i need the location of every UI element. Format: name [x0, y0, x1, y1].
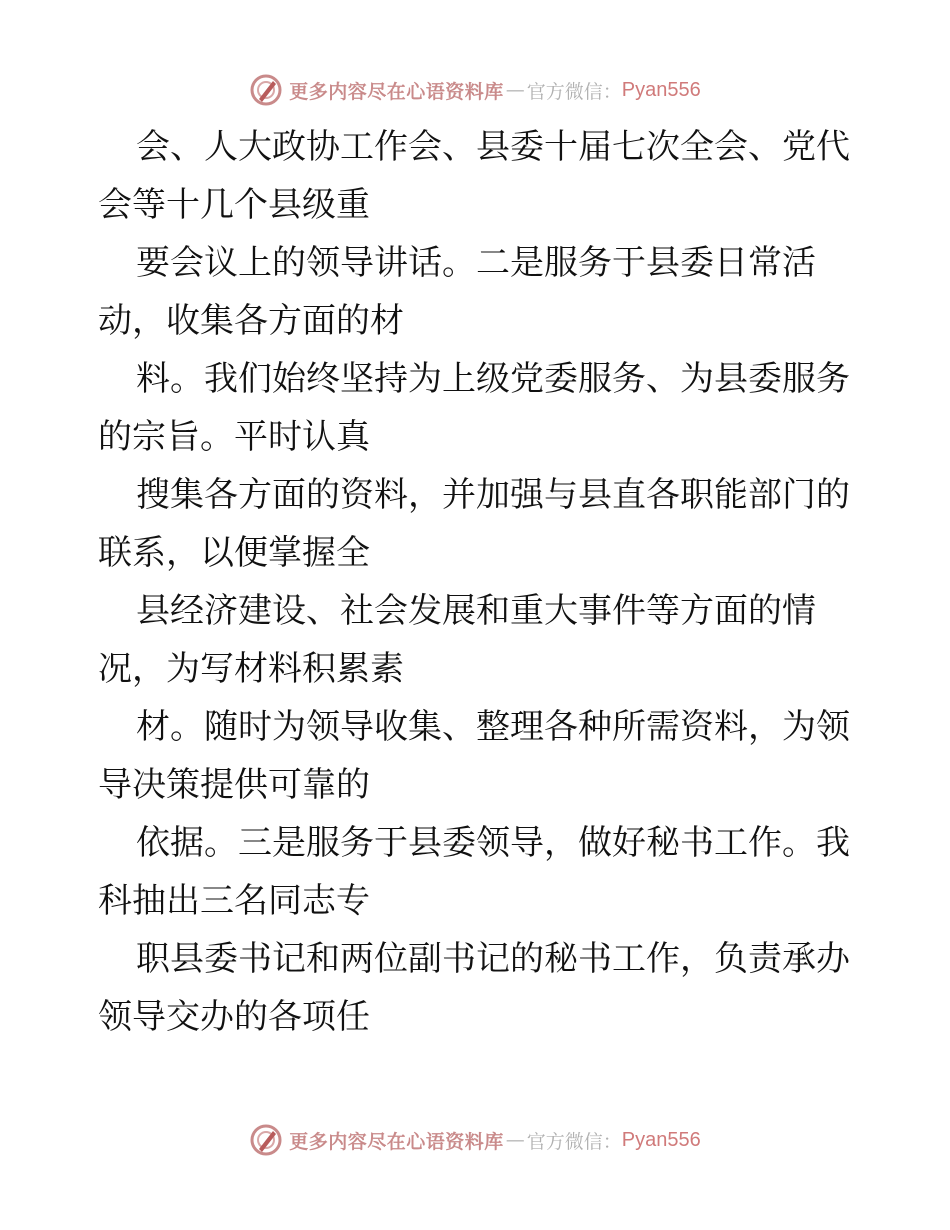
- watermark-dash: —: [505, 79, 525, 101]
- line-first: 依据。三是服务于县委领导，做好秘书工作。我: [136, 823, 850, 863]
- watermark-label: 官方微信：: [526, 80, 622, 103]
- line-second: 领导交办的各项任: [98, 997, 370, 1037]
- paragraph-line: [98, 350, 858, 466]
- paragraph-line: [98, 118, 858, 234]
- line-first: 搜集各方面的资料，并加强与县直各职能部门的: [136, 475, 850, 515]
- paragraph-line: [98, 698, 858, 814]
- line-second: 科抽出三名同志专: [98, 881, 370, 921]
- watermark-site-text: 更多内容尽在心语资料库: [289, 1130, 504, 1153]
- pen-logo-icon: [249, 1123, 283, 1157]
- paragraph-line: [98, 234, 858, 350]
- line-first: 职县委书记和两位副书记的秘书工作，负责承办: [136, 939, 850, 979]
- watermark-label: 官方微信：: [526, 1130, 622, 1153]
- line-second: 导决策提供可靠的: [98, 765, 370, 805]
- paragraph-line: [98, 930, 858, 1046]
- watermark-wechat-id: Pyan556: [621, 1128, 701, 1151]
- line-first: 要会议上的领导讲话。二是服务于县委日常活: [136, 243, 816, 283]
- watermark-site-text: 更多内容尽在心语资料库: [289, 80, 504, 103]
- line-first: 会、人大政协工作会、县委十届七次全会、党代: [136, 127, 850, 167]
- paragraph-line: [98, 814, 858, 930]
- line-second: 动，收集各方面的材: [98, 301, 404, 341]
- line-second: 况，为写材料积累素: [98, 649, 404, 689]
- pen-logo-icon: [249, 73, 283, 107]
- paragraph-line: [98, 466, 858, 582]
- line-first: 材。随时为领导收集、整理各种所需资料，为领: [136, 707, 850, 747]
- line-first: 县经济建设、社会发展和重大事件等方面的情: [136, 591, 816, 631]
- watermark-wechat-id: Pyan556: [621, 78, 701, 101]
- document-body: [98, 118, 858, 1046]
- line-second: 联系，以便掌握全: [98, 533, 370, 573]
- paragraph-line: [98, 582, 858, 698]
- line-first: 料。我们始终坚持为上级党委服务、为县委服务: [136, 359, 850, 399]
- line-second: 会等十几个县级重: [98, 185, 370, 225]
- header-watermark: [0, 70, 950, 110]
- line-second: 的宗旨。平时认真: [98, 417, 370, 457]
- footer-watermark: [0, 1120, 950, 1160]
- watermark-dash: —: [505, 1129, 525, 1151]
